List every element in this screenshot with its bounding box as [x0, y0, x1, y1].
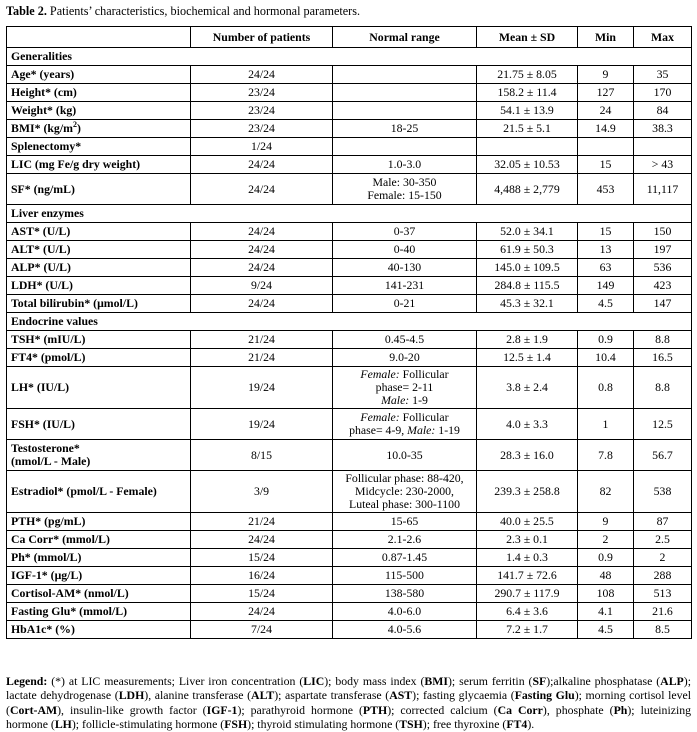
legend-abbr: Fasting Glu — [514, 688, 575, 703]
table-row — [7, 102, 692, 120]
cell-mean: 6.4 ± 3.6 — [477, 603, 578, 621]
cell-min: 0.9 — [578, 549, 634, 567]
cell-mean: 54.1 ± 13.9 — [477, 102, 578, 120]
cell-max: 8.5 — [634, 621, 692, 639]
legend-abbr: TSH — [399, 717, 423, 732]
range-line: Male: 30-350 — [372, 175, 437, 189]
row-label: TSH* (mIU/L) — [7, 331, 191, 349]
cell-min: 14.9 — [578, 120, 634, 138]
legend-abbr: PTH — [362, 702, 388, 717]
cell-min: 15 — [578, 223, 634, 241]
cell-max: 2.5 — [634, 531, 692, 549]
cell-mean: 32.05 ± 10.53 — [477, 156, 578, 174]
table-row — [7, 409, 692, 440]
legend-text: ); luteinizing hormone ( — [6, 702, 692, 732]
bmi-label-exponent: 2 — [72, 120, 77, 130]
header-parameter — [7, 27, 191, 48]
cell-range: 10.0-35 — [333, 440, 477, 471]
cell-patients: 15/24 — [191, 549, 333, 567]
patients-table — [6, 26, 692, 639]
section-liver-enzymes: Liver enzymes — [7, 205, 692, 223]
cell-max: 84 — [634, 102, 692, 120]
table-row — [7, 367, 692, 409]
cell-patients: 8/15 — [191, 440, 333, 471]
legend-text: ); body mass index ( — [324, 674, 425, 688]
cell-max: 2 — [634, 549, 692, 567]
cell-mean: 7.2 ± 1.7 — [477, 621, 578, 639]
cell-min: 24 — [578, 102, 634, 120]
cell-range — [333, 409, 477, 440]
row-label: SF* (ng/mL) — [7, 174, 191, 205]
table-row — [7, 241, 692, 259]
cell-patients: 24/24 — [191, 66, 333, 84]
row-label: IGF-1* (μg/L) — [7, 567, 191, 585]
cell-range: 0-40 — [333, 241, 477, 259]
cell-range — [333, 138, 477, 156]
cell-patients: 21/24 — [191, 513, 333, 531]
legend-label: Legend: — [6, 674, 48, 688]
cell-patients: 19/24 — [191, 367, 333, 409]
legend-text: ); free thyroxine ( — [422, 717, 507, 732]
legend-text: (*) at LIC measurements; Liver iron concentration ( — [47, 674, 304, 688]
cell-min: 63 — [578, 259, 634, 277]
cell-mean: 28.3 ± 16.0 — [477, 440, 578, 471]
cell-mean: 145.0 ± 109.5 — [477, 259, 578, 277]
cell-max: 21.6 — [634, 603, 692, 621]
cell-min: 48 — [578, 567, 634, 585]
cell-mean: 158.2 ± 11.4 — [477, 84, 578, 102]
row-label: ALT* (U/L) — [7, 241, 191, 259]
range-line — [337, 394, 472, 407]
table-row — [7, 513, 692, 531]
header-mean-sd: Mean ± SD — [477, 27, 578, 48]
cell-patients: 24/24 — [191, 531, 333, 549]
table-row — [7, 567, 692, 585]
cell-patients: 24/24 — [191, 174, 333, 205]
cell-max: 12.5 — [634, 409, 692, 440]
cell-min: 1 — [578, 409, 634, 440]
bmi-label-end: ) — [76, 121, 81, 135]
header-number-of-patients: Number of patients — [191, 27, 333, 48]
legend-abbr: LH — [54, 717, 72, 732]
cell-range: 0.87-1.45 — [333, 549, 477, 567]
cell-min: 9 — [578, 66, 634, 84]
legend-text: );alkaline phosphatase ( — [546, 674, 661, 688]
cell-range: 18-25 — [333, 120, 477, 138]
row-label: FT4* (pmol/L) — [7, 349, 191, 367]
cell-range — [333, 84, 477, 102]
cell-range: 138-580 — [333, 585, 477, 603]
legend-text: ); corrected calcium ( — [387, 702, 498, 717]
row-label: Age* (years) — [7, 66, 191, 84]
row-label: Ca Corr* (mmol/L) — [7, 531, 191, 549]
table-row — [7, 621, 692, 639]
legend-abbr: Cort-AM — [9, 702, 58, 717]
legend-abbr: AST — [389, 688, 413, 703]
row-label: AST* (U/L) — [7, 223, 191, 241]
legend-text: ); fasting glycaemia ( — [412, 688, 515, 703]
cell-max — [634, 138, 692, 156]
cell-min: 0.8 — [578, 367, 634, 409]
cell-patients: 1/24 — [191, 138, 333, 156]
cell-min: 149 — [578, 277, 634, 295]
table-row — [7, 549, 692, 567]
legend-text: ); serum ferritin ( — [448, 674, 533, 688]
row-label: HbA1c* (%) — [7, 621, 191, 639]
cell-max: 536 — [634, 259, 692, 277]
row-label: LH* (IU/L) — [7, 367, 191, 409]
cell-patients: 24/24 — [191, 259, 333, 277]
cell-range — [333, 367, 477, 409]
cell-min: 4.1 — [578, 603, 634, 621]
cell-max: 87 — [634, 513, 692, 531]
table-number: Table 2. — [6, 4, 47, 18]
row-label: ALP* (U/L) — [7, 259, 191, 277]
cell-patients: 21/24 — [191, 331, 333, 349]
cell-min — [578, 138, 634, 156]
legend-abbr: BMI — [424, 674, 448, 688]
cell-min: 453 — [578, 174, 634, 205]
cell-mean: 284.8 ± 115.5 — [477, 277, 578, 295]
cell-patients: 24/24 — [191, 223, 333, 241]
range-text: Follicular — [399, 367, 449, 381]
legend-text: ); follicle-stimulating hormone ( — [71, 717, 225, 732]
cell-range: 40-130 — [333, 259, 477, 277]
range-line: Female: 15-150 — [367, 188, 442, 202]
row-label: Weight* (kg) — [7, 102, 191, 120]
cell-mean: 1.4 ± 0.3 — [477, 549, 578, 567]
cell-range: 115-500 — [333, 567, 477, 585]
range-sex-label: Female: — [360, 410, 400, 424]
cell-min: 10.4 — [578, 349, 634, 367]
section-row — [7, 313, 692, 331]
section-generalities: Generalities — [7, 48, 692, 66]
legend-text: ); thyroid stimulating hormone ( — [247, 717, 400, 732]
table-row — [7, 120, 692, 138]
cell-range: 0-37 — [333, 223, 477, 241]
row-label: Ph* (mmol/L) — [7, 549, 191, 567]
range-sex-label: Male: — [407, 423, 436, 437]
legend-abbr: Ca Corr — [497, 702, 543, 717]
legend-text: ); morning cortisol level ( — [6, 688, 692, 717]
row-label: FSH* (IU/L) — [7, 409, 191, 440]
table-row — [7, 531, 692, 549]
table-legend — [6, 674, 691, 732]
table-row — [7, 585, 692, 603]
cell-min: 7.8 — [578, 440, 634, 471]
cell-min: 2 — [578, 531, 634, 549]
table-row — [7, 138, 692, 156]
range-line: phase= 2-11 — [375, 380, 434, 394]
bmi-label: BMI* (kg/m — [11, 121, 73, 135]
cell-patients: 7/24 — [191, 621, 333, 639]
cell-patients: 23/24 — [191, 102, 333, 120]
cell-mean: 2.3 ± 0.1 — [477, 531, 578, 549]
cell-mean: 12.5 ± 1.4 — [477, 349, 578, 367]
cell-max: 38.3 — [634, 120, 692, 138]
header-max: Max — [634, 27, 692, 48]
cell-range: 0.45-4.5 — [333, 331, 477, 349]
table-row — [7, 174, 692, 205]
table-row — [7, 277, 692, 295]
cell-range — [333, 102, 477, 120]
cell-patients: 24/24 — [191, 603, 333, 621]
cell-max: 150 — [634, 223, 692, 241]
table-row — [7, 156, 692, 174]
legend-abbr: ALT — [251, 688, 275, 703]
cell-max: 16.5 — [634, 349, 692, 367]
cell-mean: 52.0 ± 34.1 — [477, 223, 578, 241]
table-row — [7, 603, 692, 621]
cell-min: 0.9 — [578, 331, 634, 349]
cell-mean: 239.3 ± 258.8 — [477, 471, 578, 513]
cell-mean: 3.8 ± 2.4 — [477, 367, 578, 409]
table-caption — [6, 4, 360, 19]
table-row — [7, 223, 692, 241]
cell-patients: 24/24 — [191, 241, 333, 259]
range-text: 1-19 — [435, 423, 460, 437]
cell-min: 15 — [578, 156, 634, 174]
table-row — [7, 440, 692, 471]
cell-max: > 43 — [634, 156, 692, 174]
cell-max: 170 — [634, 84, 692, 102]
row-label: LDH* (U/L) — [7, 277, 191, 295]
cell-max: 8.8 — [634, 367, 692, 409]
table-row — [7, 259, 692, 277]
cell-patients: 3/9 — [191, 471, 333, 513]
cell-max: 56.7 — [634, 440, 692, 471]
cell-range — [333, 66, 477, 84]
cell-patients: 9/24 — [191, 277, 333, 295]
cell-mean: 61.9 ± 50.3 — [477, 241, 578, 259]
legend-abbr: LIC — [303, 674, 325, 688]
cell-mean: 21.75 ± 8.05 — [477, 66, 578, 84]
cell-patients: 24/24 — [191, 295, 333, 313]
legend-abbr: FT4 — [506, 717, 528, 732]
cell-range: 141-231 — [333, 277, 477, 295]
cell-min: 82 — [578, 471, 634, 513]
cell-max: 35 — [634, 66, 692, 84]
cell-patients: 15/24 — [191, 585, 333, 603]
header-row — [7, 27, 692, 48]
row-label — [7, 120, 191, 138]
cell-max: 8.8 — [634, 331, 692, 349]
range-line — [337, 424, 472, 437]
row-label: LIC (mg Fe/g dry weight) — [7, 156, 191, 174]
section-row — [7, 205, 692, 223]
legend-text: ), alanine transferase ( — [144, 688, 252, 703]
row-label: PTH* (pg/mL) — [7, 513, 191, 531]
table-row — [7, 66, 692, 84]
legend-abbr: ALP — [660, 674, 684, 688]
cell-range: 4.0-6.0 — [333, 603, 477, 621]
range-text: phase= 4-9, — [349, 423, 408, 437]
cell-mean: 40.0 ± 25.5 — [477, 513, 578, 531]
cell-max: 423 — [634, 277, 692, 295]
cell-min: 9 — [578, 513, 634, 531]
cell-range — [333, 471, 477, 513]
cell-range: 15-65 — [333, 513, 477, 531]
row-label: Estradiol* (pmol/L - Female) — [7, 471, 191, 513]
legend-abbr: SF — [532, 674, 547, 688]
row-label: Cortisol-AM* (nmol/L) — [7, 585, 191, 603]
label-line: (nmol/L - Male) — [11, 454, 91, 468]
legend-text: ), insulin-like growth factor ( — [57, 702, 207, 717]
cell-range: 2.1-2.6 — [333, 531, 477, 549]
range-line: Luteal phase: 300-1100 — [349, 497, 460, 511]
legend-text: ); parathyroid hormone ( — [237, 702, 363, 717]
label-line: Testosterone* — [11, 441, 80, 455]
cell-mean: 21.5 ± 5.1 — [477, 120, 578, 138]
cell-mean: 45.3 ± 32.1 — [477, 295, 578, 313]
cell-patients: 23/24 — [191, 84, 333, 102]
cell-max: 513 — [634, 585, 692, 603]
legend-abbr: Ph — [613, 702, 628, 717]
cell-min: 108 — [578, 585, 634, 603]
cell-mean — [477, 138, 578, 156]
cell-range: 1.0-3.0 — [333, 156, 477, 174]
legend-text: ), phosphate ( — [542, 702, 614, 717]
header-normal-range: Normal range — [333, 27, 477, 48]
legend-text: ); lactate dehydrogenase ( — [6, 674, 691, 703]
cell-max: 11,117 — [634, 174, 692, 205]
cell-max: 197 — [634, 241, 692, 259]
cell-max: 288 — [634, 567, 692, 585]
cell-mean: 290.7 ± 117.9 — [477, 585, 578, 603]
row-label: Fasting Glu* (mmol/L) — [7, 603, 191, 621]
range-sex-label: Male: — [381, 393, 410, 407]
range-text: Follicular — [399, 410, 449, 424]
range-line: Follicular phase: 88-420, — [345, 471, 464, 485]
range-text: 1-9 — [409, 393, 428, 407]
table-row — [7, 84, 692, 102]
table-title: Patients’ characteristics, biochemical and hormonal parameters. — [46, 4, 361, 18]
section-endocrine-values: Endocrine values — [7, 313, 692, 331]
cell-patients: 16/24 — [191, 567, 333, 585]
cell-min: 127 — [578, 84, 634, 102]
cell-max: 538 — [634, 471, 692, 513]
legend-text: ). — [527, 717, 535, 732]
table-row — [7, 349, 692, 367]
legend-abbr: LDH — [118, 688, 145, 703]
table-row — [7, 295, 692, 313]
cell-mean: 4,488 ± 2,779 — [477, 174, 578, 205]
section-row — [7, 48, 692, 66]
row-label: Total bilirubin* (μmol/L) — [7, 295, 191, 313]
cell-range: 0-21 — [333, 295, 477, 313]
range-line: Midcycle: 230-2000, — [355, 484, 454, 498]
cell-mean: 2.8 ± 1.9 — [477, 331, 578, 349]
row-label: Height* (cm) — [7, 84, 191, 102]
table-row — [7, 471, 692, 513]
cell-min: 13 — [578, 241, 634, 259]
cell-mean: 4.0 ± 3.3 — [477, 409, 578, 440]
row-label — [7, 440, 191, 471]
cell-patients: 19/24 — [191, 409, 333, 440]
table-row — [7, 331, 692, 349]
cell-max: 147 — [634, 295, 692, 313]
cell-patients: 21/24 — [191, 349, 333, 367]
cell-range — [333, 174, 477, 205]
cell-patients: 23/24 — [191, 120, 333, 138]
cell-patients: 24/24 — [191, 156, 333, 174]
range-sex-label: Female: — [360, 367, 400, 381]
header-min: Min — [578, 27, 634, 48]
cell-range: 4.0-5.6 — [333, 621, 477, 639]
row-label: Splenectomy* — [7, 138, 191, 156]
legend-abbr: IGF-1 — [206, 702, 238, 717]
cell-min: 4.5 — [578, 621, 634, 639]
cell-range: 9.0-20 — [333, 349, 477, 367]
cell-min: 4.5 — [578, 295, 634, 313]
legend-text: ); aspartate transferase ( — [274, 688, 390, 703]
cell-mean: 141.7 ± 72.6 — [477, 567, 578, 585]
legend-abbr: FSH — [224, 717, 248, 732]
